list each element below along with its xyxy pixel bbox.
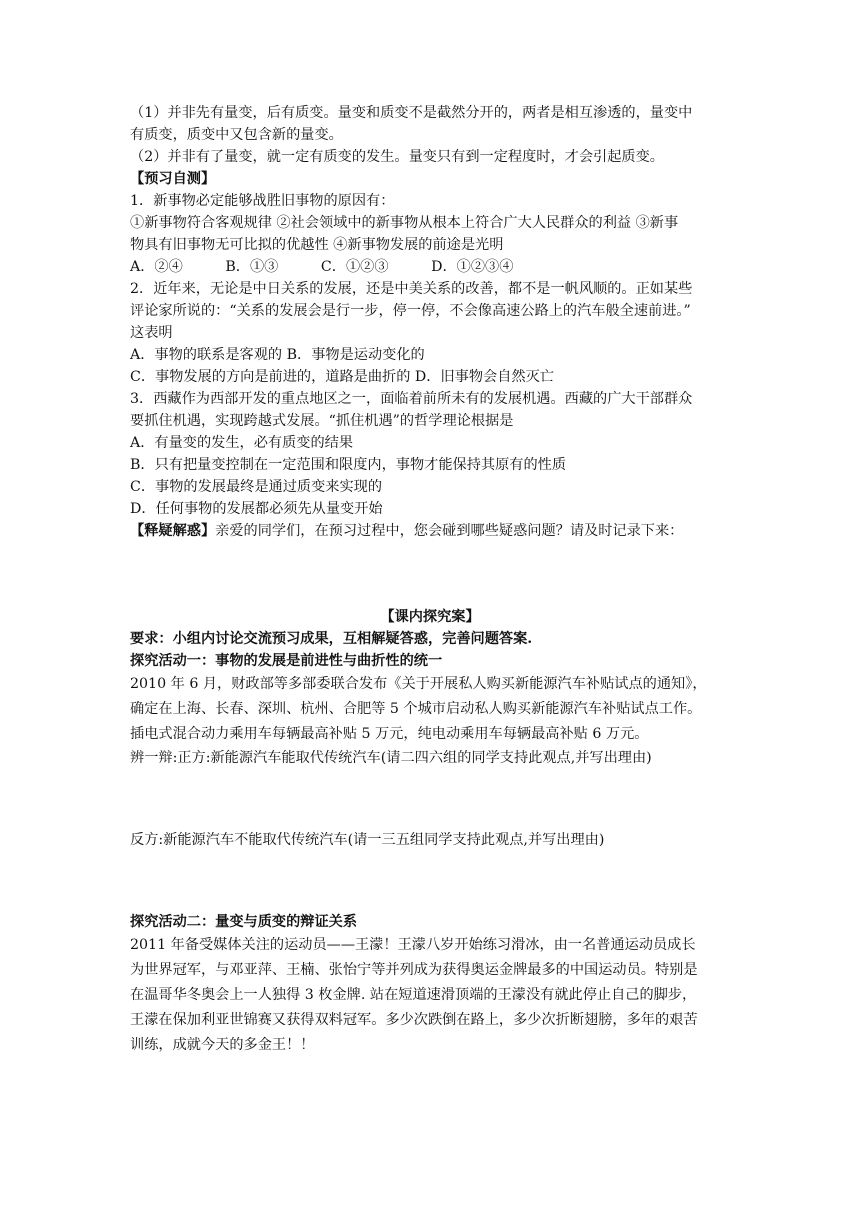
activity1-line-2: 确定在上海、长春、深圳、杭州、合肥等 5 个城市启动私人购买新能源汽车补贴试点工作。 [130, 701, 702, 717]
activity1-line-3: 插电式混合动力乘用车每辆最高补贴 5 万元，纯电动乘用车每辆最高补贴 6 万元。 [130, 726, 649, 742]
document-body [130, 102, 730, 1058]
q2-options-line-2: C．事物发展的方向是前进的，道路是曲折的 D．旧事物会自然灭亡 [130, 369, 554, 385]
q3-stem-line-2: 要抓住机遇，实现跨越式发展。“抓住机遇”的哲学理论根据是 [130, 413, 514, 429]
q3-option-d: D．任何事物的发展都必须先从量变开始 [130, 501, 383, 517]
q3-option-b: B．只有把量变控制在一定范围和限度内，事物才能保持其原有的性质 [130, 457, 567, 473]
activity2-line-3: 在温哥华冬奥会上一人独得 3 枚金牌. 站在短道速滑顶端的王濛没有就此停止自己的脚步， [130, 987, 697, 1003]
intro-line-2: 有质变，质变中又包含新的量变。 [130, 127, 343, 143]
answer-space-pro [130, 769, 730, 829]
intro-line-1: （1）并非先有量变，后有质变。量变和质变不是截然分开的，两者是相互渗透的，量变中 [130, 105, 693, 121]
q3-option-c: C．事物的发展最终是通过质变来实现的 [130, 479, 383, 495]
activity2-paragraph [130, 933, 730, 1058]
q2-options-line-1: A．事物的联系是客观的 B．事物是运动变化的 [130, 347, 425, 363]
intro-line-3: （2）并非有了量变，就一定有质变的发生。量变只有到一定程度时，才会引起质变。 [130, 149, 664, 165]
q3-option-a: A．有量变的发生，必有质变的结果 [130, 435, 354, 451]
q1-options: A．②④ B．①③ C．①②③ D．①②③④ [130, 259, 514, 275]
debate-pro: 辨一辩:正方:新能源汽车能取代传统汽车(请二四六组的同学支持此观点,并写出理由) [130, 750, 652, 766]
q2-stem-line-1: 2．近年来，无论是中日关系的发展，还是中美关系的改善，都不是一帆风顺的。正如某些 [130, 281, 693, 297]
inquiry-requirement: 要求：小组内讨论交流预习成果，互相解疑答惑，完善问题答案. [130, 631, 533, 647]
q1-item-line-2: 物具有旧事物无可比拟的优越性 ④新事物发展的前途是光明 [130, 237, 504, 253]
inquiry-title: 【课内探究案】 [380, 609, 480, 625]
doubts-text: 亲爱的同学们，在预习过程中，您会碰到哪些疑惑问题？请及时记录下来： [215, 523, 684, 539]
notes-space [130, 542, 730, 606]
activity2-line-1: 2011 年备受媒体关注的运动员——王濛！王濛八岁开始练习滑冰，由一名普通运动员成长 [130, 937, 696, 953]
self-test-heading: 【预习自测】 [130, 171, 216, 187]
answer-space-con [130, 851, 730, 911]
activity1-line-1: 2010 年 6 月，财政部等多部委联合发布《关于开展私人购买新能源汽车补贴试点的通知》， [130, 676, 707, 692]
doubts-heading: 【释疑解惑】 [130, 523, 216, 539]
doubts-line [130, 520, 730, 542]
q2-stem-line-2: 评论家所说的：“关系的发展会是行一步，停一停，不会像高速公路上的汽车般全速前进。” [130, 303, 691, 319]
q3-stem-line-1: 3．西藏作为西部开发的重点地区之一，面临着前所未有的发展机遇。西藏的广大干部群众 [130, 391, 693, 407]
activity2-line-5: 训练，成就今天的多金王！！ [130, 1037, 315, 1053]
activity1-paragraph [130, 672, 730, 747]
activity2-heading: 探究活动二：量变与质变的辩证关系 [130, 914, 358, 930]
q2-stem-line-3: 这表明 [130, 325, 173, 341]
q1-stem: 1．新事物必定能够战胜旧事物的原因有： [130, 193, 395, 209]
activity2-line-2: 为世界冠军，与邓亚萍、王楠、张怡宁等并列成为获得奥运金牌最多的中国运动员。特别是 [130, 962, 698, 978]
debate-con: 反方:新能源汽车不能取代传统汽车(请一三五组同学支持此观点,并写出理由) [130, 832, 605, 848]
activity1-heading: 探究活动一：事物的发展是前进性与曲折性的统一 [130, 653, 443, 669]
q1-item-line-1: ①新事物符合客观规律 ②社会领域中的新事物从根本上符合广大人民群众的利益 ③新事 [130, 215, 679, 231]
activity2-line-4: 王濛在保加利亚世锦赛又获得双料冠军。多少次跌倒在路上，多少次折断翅膀，多年的艰苦 [130, 1012, 698, 1028]
